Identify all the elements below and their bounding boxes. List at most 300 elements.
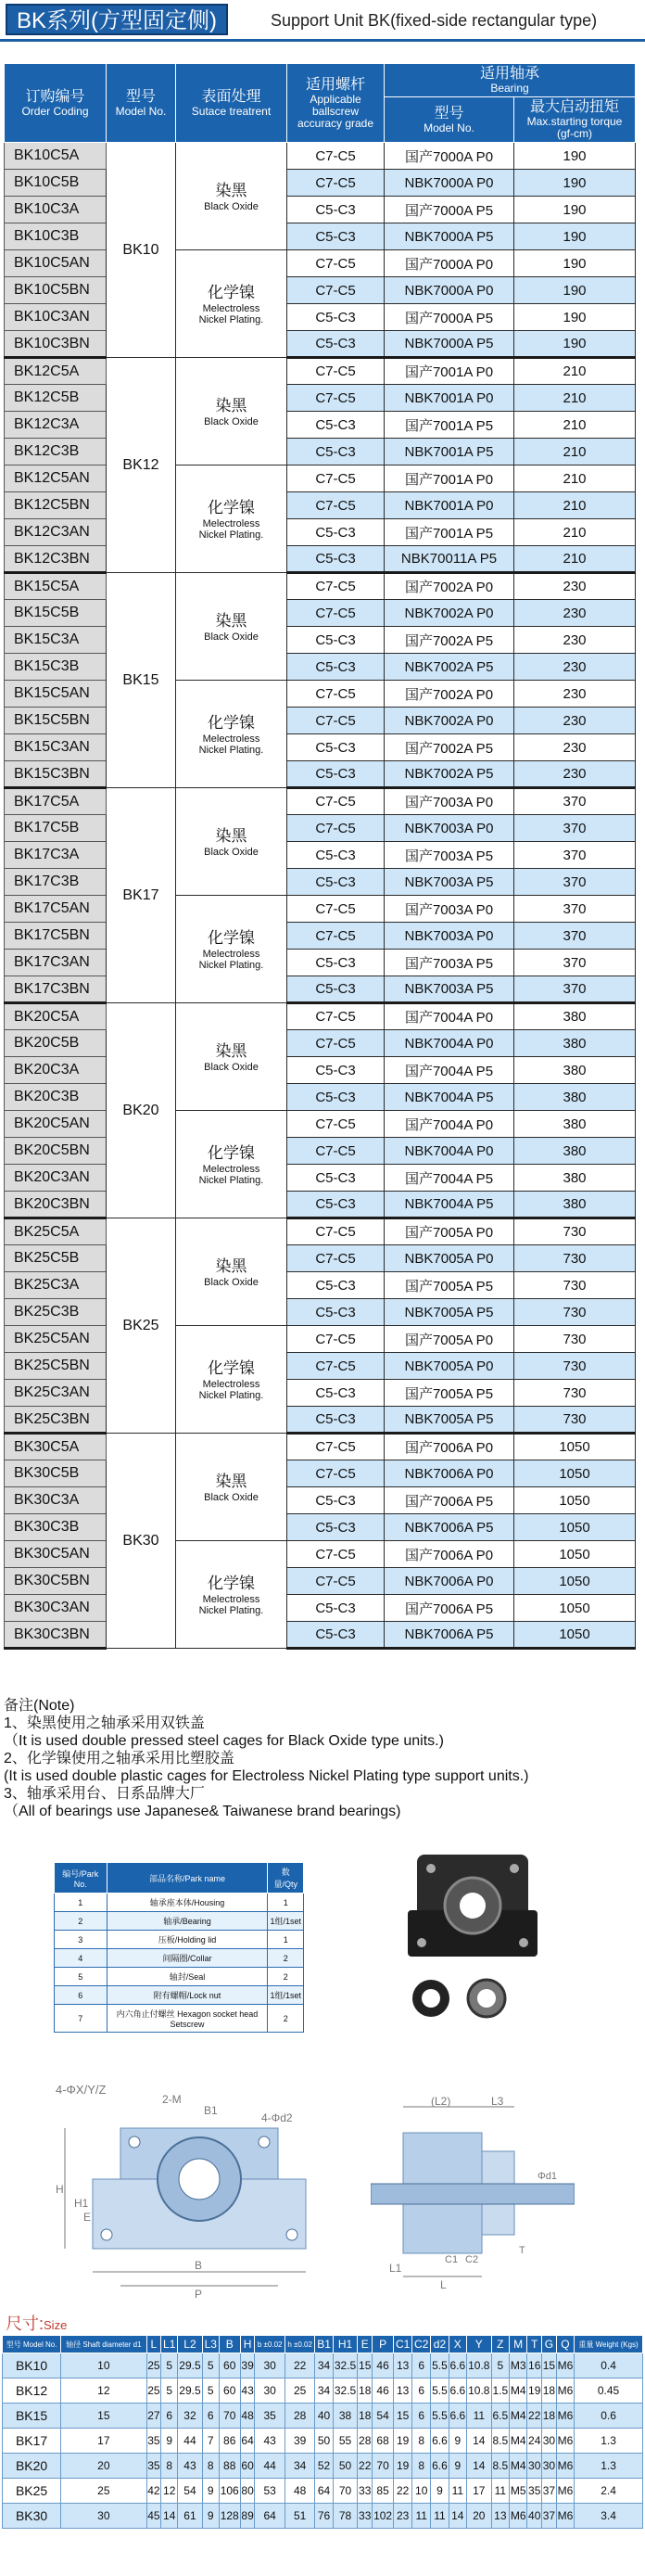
size-row bbox=[3, 2454, 643, 2479]
bearing-cell: NBK7003A P0 bbox=[385, 923, 514, 950]
treatment-nickel-cell: 化学镍 Melectroless Nickel Plating. bbox=[176, 250, 287, 358]
grade-cell: C5-C3 bbox=[287, 1407, 385, 1434]
order-code-cell: BK30C5A bbox=[5, 1434, 107, 1460]
bearing-cell: 国产7000A P0 bbox=[385, 250, 514, 277]
torque-cell: 730 bbox=[514, 1380, 636, 1407]
torque-cell: 1050 bbox=[514, 1622, 636, 1649]
order-code-cell: BK20C3BN bbox=[5, 1192, 107, 1218]
grade-cell: C7-C5 bbox=[287, 1541, 385, 1568]
size-cell: 25 bbox=[285, 2378, 314, 2404]
bearing-cell: 国产7004A P5 bbox=[385, 1057, 514, 1084]
size-row bbox=[3, 2479, 643, 2504]
size-cell: 6.6 bbox=[431, 2429, 449, 2454]
size-cell: 106 bbox=[219, 2479, 240, 2504]
bearing-cell: NBK7004A P5 bbox=[385, 1192, 514, 1218]
torque-cell: 210 bbox=[514, 385, 636, 412]
table-row bbox=[5, 815, 636, 842]
parts-col-qty: 数量/Qty bbox=[268, 1863, 304, 1894]
order-code-cell: BK25C3B bbox=[5, 1299, 107, 1326]
torque-cell: 370 bbox=[514, 842, 636, 869]
grade-cell: C5-C3 bbox=[287, 1057, 385, 1084]
size-cell: 76 bbox=[315, 2504, 333, 2529]
grade-cell: C5-C3 bbox=[287, 412, 385, 439]
model-cell: BK12 bbox=[107, 358, 176, 573]
table-row bbox=[5, 385, 636, 412]
size-cell: 7 bbox=[202, 2429, 219, 2454]
table-row bbox=[5, 1084, 636, 1111]
size-cell: 30 bbox=[542, 2454, 557, 2479]
bearing-cell: 国产7003A P0 bbox=[385, 896, 514, 923]
size-cell: 11 bbox=[449, 2479, 466, 2504]
grade-cell: C5-C3 bbox=[287, 519, 385, 546]
notes-block bbox=[4, 1697, 634, 1820]
size-cell: 9 bbox=[431, 2479, 449, 2504]
parts-table bbox=[54, 1862, 304, 2033]
torque-cell: 380 bbox=[514, 1003, 636, 1030]
size-cell: 6 bbox=[161, 2404, 178, 2429]
torque-cell: 380 bbox=[514, 1138, 636, 1165]
size-row bbox=[3, 2353, 643, 2378]
label-tap: 2-M bbox=[162, 2093, 182, 2106]
size-row bbox=[3, 2504, 643, 2529]
order-code-cell: BK30C3A bbox=[5, 1487, 107, 1514]
model-cell: BK15 bbox=[107, 573, 176, 788]
size-cell: 35 bbox=[527, 2479, 542, 2504]
size-cell: 3.4 bbox=[575, 2504, 643, 2529]
table-row bbox=[5, 197, 636, 223]
grade-cell: C5-C3 bbox=[287, 761, 385, 788]
order-code-cell: BK12C5B bbox=[5, 385, 107, 412]
label-h: H bbox=[56, 2183, 64, 2196]
table-row bbox=[5, 170, 636, 197]
bearing-cell: NBK7005A P0 bbox=[385, 1245, 514, 1272]
torque-cell: 230 bbox=[514, 708, 636, 734]
grade-cell: C5-C3 bbox=[287, 1595, 385, 1622]
size-cell: 1.3 bbox=[575, 2454, 643, 2479]
size-cell: 48 bbox=[285, 2479, 314, 2504]
size-col-header: B bbox=[219, 2336, 240, 2353]
size-table-body bbox=[3, 2353, 643, 2529]
order-code-cell: BK10C5BN bbox=[5, 277, 107, 304]
size-cell: 43 bbox=[240, 2378, 255, 2404]
size-cell: 19 bbox=[394, 2454, 412, 2479]
torque-cell: 730 bbox=[514, 1272, 636, 1299]
table-row bbox=[5, 600, 636, 627]
bearing-cell: NBK7003A P5 bbox=[385, 976, 514, 1003]
label-h1: H1 bbox=[74, 2197, 89, 2210]
order-code-cell: BK10C3BN bbox=[5, 331, 107, 358]
size-col-header: L3 bbox=[202, 2336, 219, 2353]
torque-cell: 190 bbox=[514, 331, 636, 358]
grade-cell: C5-C3 bbox=[287, 976, 385, 1003]
grade-cell: C5-C3 bbox=[287, 1380, 385, 1407]
col-bearing: 适用轴承 Bearing bbox=[385, 64, 636, 97]
bearing-cell: NBK7000A P5 bbox=[385, 331, 514, 358]
size-cell: 64 bbox=[240, 2429, 255, 2454]
size-col-header: 轴径 Shaft diameter d1 bbox=[61, 2336, 146, 2353]
bearing-cell: NBK7000A P5 bbox=[385, 223, 514, 250]
size-cell: 14 bbox=[466, 2429, 491, 2454]
label-l3: L3 bbox=[491, 2096, 504, 2108]
model-cell: BK10 bbox=[107, 143, 176, 358]
table-row bbox=[5, 519, 636, 546]
size-cell: 37 bbox=[542, 2479, 557, 2504]
table-row bbox=[5, 734, 636, 761]
size-cell: 8.5 bbox=[491, 2429, 509, 2454]
series-title: BK系列(方型固定侧) bbox=[6, 4, 228, 35]
size-cell: 16 bbox=[527, 2353, 542, 2378]
parts-cell: 4 bbox=[55, 1949, 108, 1968]
parts-row bbox=[55, 1931, 304, 1949]
size-cell: M5 bbox=[510, 2479, 527, 2504]
torque-cell: 1050 bbox=[514, 1460, 636, 1487]
note-line: （All of bearings use Japanese& Taiwanese brand bearings) bbox=[4, 1804, 401, 1819]
torque-cell: 230 bbox=[514, 573, 636, 600]
bearing-cell: NBK7001A P0 bbox=[385, 492, 514, 519]
table-row bbox=[5, 465, 636, 492]
order-code-cell: BK10C5B bbox=[5, 170, 107, 197]
size-cell: 6 bbox=[412, 2353, 431, 2378]
torque-cell: 190 bbox=[514, 277, 636, 304]
table-row bbox=[5, 1514, 636, 1541]
torque-cell: 230 bbox=[514, 681, 636, 708]
bearing-cell: 国产7003A P0 bbox=[385, 788, 514, 815]
grade-cell: C7-C5 bbox=[287, 1111, 385, 1138]
grade-cell: C5-C3 bbox=[287, 331, 385, 358]
parts-row bbox=[55, 1894, 304, 1912]
treatment-nickel-cell: 化学镍 Melectroless Nickel Plating. bbox=[176, 896, 287, 1003]
size-cell: 39 bbox=[285, 2429, 314, 2454]
size-cell: 24 bbox=[527, 2429, 542, 2454]
parts-cell: 2 bbox=[268, 2005, 304, 2033]
size-cell: 23 bbox=[394, 2504, 412, 2529]
bearing-cell: 国产7006A P5 bbox=[385, 1595, 514, 1622]
grade-cell: C7-C5 bbox=[287, 1434, 385, 1460]
order-code-cell: BK20C5B bbox=[5, 1030, 107, 1057]
treatment-black-cell: 染黑 Black Oxide bbox=[176, 1218, 287, 1326]
bearing-cell: NBK7006A P5 bbox=[385, 1622, 514, 1649]
order-code-cell: BK20C5BN bbox=[5, 1138, 107, 1165]
order-code-cell: BK10C3A bbox=[5, 197, 107, 223]
order-code-cell: BK12C3A bbox=[5, 412, 107, 439]
order-code-cell: BK20C3AN bbox=[5, 1165, 107, 1192]
torque-cell: 190 bbox=[514, 304, 636, 331]
size-cell: BK17 bbox=[3, 2429, 61, 2454]
size-cell: 18 bbox=[358, 2378, 373, 2404]
order-code-cell: BK25C3AN bbox=[5, 1380, 107, 1407]
size-cell: 22 bbox=[394, 2479, 412, 2504]
treatment-nickel-cell: 化学镍 Melectroless Nickel Plating. bbox=[176, 1541, 287, 1649]
size-cell: 53 bbox=[255, 2479, 285, 2504]
label-c2: C2 bbox=[465, 2254, 479, 2265]
size-cell: M4 bbox=[510, 2429, 527, 2454]
table-row bbox=[5, 1299, 636, 1326]
bearing-cell: NBK7006A P0 bbox=[385, 1460, 514, 1487]
torque-cell: 730 bbox=[514, 1299, 636, 1326]
size-cell: 15 bbox=[542, 2353, 557, 2378]
bearing-cell: NBK7002A P0 bbox=[385, 600, 514, 627]
product-photo bbox=[380, 1845, 556, 2031]
size-cell: 46 bbox=[373, 2378, 394, 2404]
table-row bbox=[5, 1434, 636, 1460]
parts-row bbox=[55, 2005, 304, 2033]
torque-cell: 730 bbox=[514, 1353, 636, 1380]
col-ballscrew: 适用螺杆 Applicable ballscrew accuracy grade bbox=[287, 64, 385, 143]
col-torque: 最大启动扭矩 Max.starting torque (gf-cm) bbox=[514, 97, 636, 143]
size-cell: 6.5 bbox=[491, 2404, 509, 2429]
bearing-cell: NBK7004A P0 bbox=[385, 1030, 514, 1057]
treatment-nickel-cell: 化学镍 Melectroless Nickel Plating. bbox=[176, 681, 287, 788]
note-line: （It is used double pressed steel cages for Black Oxide type units.) bbox=[4, 1733, 444, 1749]
order-code-cell: BK30C5BN bbox=[5, 1568, 107, 1595]
order-code-cell: BK12C5A bbox=[5, 358, 107, 385]
size-cell: M6 bbox=[556, 2454, 574, 2479]
table-row bbox=[5, 923, 636, 950]
torque-cell: 730 bbox=[514, 1326, 636, 1353]
bearing-cell: NBK7002A P5 bbox=[385, 654, 514, 681]
order-code-cell: BK30C3BN bbox=[5, 1622, 107, 1649]
size-cell: 30 bbox=[255, 2378, 285, 2404]
size-col-header: B1 bbox=[315, 2336, 333, 2353]
bearing-cell: NBK7003A P0 bbox=[385, 815, 514, 842]
torque-cell: 380 bbox=[514, 1084, 636, 1111]
torque-cell: 1050 bbox=[514, 1568, 636, 1595]
size-cell: 10 bbox=[61, 2353, 146, 2378]
size-cell: 11 bbox=[466, 2404, 491, 2429]
order-coding-table bbox=[4, 63, 636, 1650]
grade-cell: C7-C5 bbox=[287, 708, 385, 734]
bearing-cell: 国产7002A P0 bbox=[385, 573, 514, 600]
bearing-cell: NBK7005A P5 bbox=[385, 1407, 514, 1434]
grade-cell: C5-C3 bbox=[287, 734, 385, 761]
grade-cell: C7-C5 bbox=[287, 923, 385, 950]
order-code-cell: BK30C3B bbox=[5, 1514, 107, 1541]
size-cell: 1.5 bbox=[491, 2378, 509, 2404]
table-row bbox=[5, 331, 636, 358]
series-subtitle: Support Unit BK(fixed-side rectangular type) bbox=[271, 11, 598, 30]
size-col-header: G bbox=[542, 2336, 557, 2353]
order-code-cell: BK15C5AN bbox=[5, 681, 107, 708]
size-cell: 9 bbox=[202, 2504, 219, 2529]
col-model: 型号 Model No. bbox=[107, 64, 176, 143]
order-code-cell: BK15C3AN bbox=[5, 734, 107, 761]
torque-cell: 1050 bbox=[514, 1541, 636, 1568]
grade-cell: C7-C5 bbox=[287, 573, 385, 600]
bearing-cell: NBK7003A P5 bbox=[385, 869, 514, 896]
label-c1: C1 bbox=[445, 2254, 459, 2265]
table-row bbox=[5, 1460, 636, 1487]
bearing-cell: 国产7001A P0 bbox=[385, 358, 514, 385]
size-cell: 30 bbox=[527, 2454, 542, 2479]
size-cell: 32 bbox=[178, 2404, 203, 2429]
bearing-cell: NBK7002A P5 bbox=[385, 761, 514, 788]
bearing-cell: 国产7003A P5 bbox=[385, 842, 514, 869]
size-col-header: Z bbox=[491, 2336, 509, 2353]
order-code-cell: BK25C5BN bbox=[5, 1353, 107, 1380]
table-row bbox=[5, 1218, 636, 1245]
size-cell: 43 bbox=[178, 2454, 203, 2479]
table-row bbox=[5, 492, 636, 519]
bearing-cell: 国产7005A P0 bbox=[385, 1326, 514, 1353]
table-row bbox=[5, 1595, 636, 1622]
parts-body bbox=[55, 1894, 304, 2033]
table-row bbox=[5, 277, 636, 304]
size-cell: 6 bbox=[412, 2404, 431, 2429]
table-row bbox=[5, 1326, 636, 1353]
parts-cell: 2 bbox=[268, 1949, 304, 1968]
bearing-cell: 国产7002A P5 bbox=[385, 734, 514, 761]
size-cell: 6.6 bbox=[449, 2353, 466, 2378]
size-cell: 8 bbox=[161, 2454, 178, 2479]
side-view-drawing bbox=[371, 2096, 575, 2290]
size-cell: 8 bbox=[412, 2429, 431, 2454]
grade-cell: C5-C3 bbox=[287, 1272, 385, 1299]
grade-cell: C5-C3 bbox=[287, 1165, 385, 1192]
size-cell: 8.5 bbox=[491, 2454, 509, 2479]
table-row bbox=[5, 654, 636, 681]
size-cell: BK12 bbox=[3, 2378, 61, 2404]
order-code-cell: BK15C5A bbox=[5, 573, 107, 600]
grade-cell: C5-C3 bbox=[287, 950, 385, 976]
size-cell: 34 bbox=[315, 2378, 333, 2404]
size-cell: BK10 bbox=[3, 2353, 61, 2378]
bearing-cell: 国产7001A P5 bbox=[385, 519, 514, 546]
grade-cell: C5-C3 bbox=[287, 546, 385, 573]
bearing-cell: NBK7006A P5 bbox=[385, 1514, 514, 1541]
col-treatment: 表面处理 Sutace treatrent bbox=[176, 64, 287, 143]
table-row bbox=[5, 1407, 636, 1434]
size-cell: 22 bbox=[285, 2353, 314, 2378]
size-cell: 38 bbox=[333, 2404, 358, 2429]
treatment-black-cell: 染黑 Black Oxide bbox=[176, 1003, 287, 1111]
parts-cell: 7 bbox=[55, 2005, 108, 2033]
front-view-drawing bbox=[56, 2077, 334, 2300]
size-cell: 11 bbox=[412, 2504, 431, 2529]
table-row bbox=[5, 1192, 636, 1218]
grade-cell: C5-C3 bbox=[287, 842, 385, 869]
size-cell: 54 bbox=[373, 2404, 394, 2429]
size-cell: 9 bbox=[202, 2479, 219, 2504]
table-row bbox=[5, 788, 636, 815]
size-cell: M6 bbox=[556, 2378, 574, 2404]
table-row bbox=[5, 1380, 636, 1407]
table-row bbox=[5, 1030, 636, 1057]
torque-cell: 380 bbox=[514, 1057, 636, 1084]
order-code-cell: BK20C3A bbox=[5, 1057, 107, 1084]
size-title: 尺寸:Size bbox=[6, 2315, 68, 2333]
treatment-nickel-cell: 化学镍 Melectroless Nickel Plating. bbox=[176, 1111, 287, 1218]
order-code-cell: BK17C3BN bbox=[5, 976, 107, 1003]
order-coding-body bbox=[5, 143, 636, 1649]
size-cell: 14 bbox=[466, 2454, 491, 2479]
torque-cell: 190 bbox=[514, 143, 636, 170]
size-cell: 5.5 bbox=[431, 2378, 449, 2404]
size-cell: 6.6 bbox=[449, 2378, 466, 2404]
order-code-cell: BK10C3B bbox=[5, 223, 107, 250]
order-code-cell: BK30C5B bbox=[5, 1460, 107, 1487]
size-cell: 45 bbox=[146, 2504, 161, 2529]
parts-col-name: 部品名称/Park name bbox=[107, 1863, 268, 1894]
size-cell: 1.3 bbox=[575, 2429, 643, 2454]
model-cell: BK17 bbox=[107, 788, 176, 1003]
note-line: 备注(Note) bbox=[4, 1698, 75, 1714]
torque-cell: 210 bbox=[514, 492, 636, 519]
order-code-cell: BK12C3B bbox=[5, 439, 107, 465]
size-col-header: C1 bbox=[394, 2336, 412, 2353]
grade-cell: C5-C3 bbox=[287, 1084, 385, 1111]
bearing-cell: NBK7004A P5 bbox=[385, 1084, 514, 1111]
torque-cell: 380 bbox=[514, 1030, 636, 1057]
size-cell: 28 bbox=[285, 2404, 314, 2429]
size-col-header: 型号 Model No. bbox=[3, 2336, 61, 2353]
grade-cell: C5-C3 bbox=[287, 1192, 385, 1218]
torque-cell: 230 bbox=[514, 627, 636, 654]
parts-cell: 1组/1set bbox=[268, 1986, 304, 2005]
size-col-header: L bbox=[146, 2336, 161, 2353]
parts-cell: 6 bbox=[55, 1986, 108, 2005]
grade-cell: C7-C5 bbox=[287, 815, 385, 842]
treatment-black-cell: 染黑 Black Oxide bbox=[176, 573, 287, 681]
bearing-cell: 国产7000A P5 bbox=[385, 304, 514, 331]
size-cell: 19 bbox=[394, 2429, 412, 2454]
size-cell: M4 bbox=[510, 2454, 527, 2479]
grade-cell: C7-C5 bbox=[287, 250, 385, 277]
size-cell: 54 bbox=[178, 2479, 203, 2504]
table-row bbox=[5, 950, 636, 976]
order-code-cell: BK30C5AN bbox=[5, 1541, 107, 1568]
model-cell: BK30 bbox=[107, 1434, 176, 1649]
torque-cell: 1050 bbox=[514, 1434, 636, 1460]
torque-cell: 230 bbox=[514, 600, 636, 627]
treatment-nickel-cell: 化学镍 Melectroless Nickel Plating. bbox=[176, 1326, 287, 1434]
table-row bbox=[5, 1138, 636, 1165]
grade-cell: C7-C5 bbox=[287, 681, 385, 708]
size-cell: 128 bbox=[219, 2504, 240, 2529]
size-row bbox=[3, 2429, 643, 2454]
parts-cell: 轴承/Bearing bbox=[107, 1912, 268, 1931]
size-cell: 64 bbox=[255, 2504, 285, 2529]
size-cell: 5 bbox=[202, 2378, 219, 2404]
size-col-header: Q bbox=[556, 2336, 574, 2353]
treatment-black-cell: 染黑 Black Oxide bbox=[176, 788, 287, 896]
grade-cell: C5-C3 bbox=[287, 304, 385, 331]
col-bearing-model: 型号 Model No. bbox=[385, 97, 514, 143]
size-cell: M6 bbox=[510, 2504, 527, 2529]
bearing-cell: 国产7004A P0 bbox=[385, 1111, 514, 1138]
size-cell: 13 bbox=[491, 2504, 509, 2529]
order-code-cell: BK25C3BN bbox=[5, 1407, 107, 1434]
size-cell: 17 bbox=[61, 2429, 146, 2454]
torque-cell: 190 bbox=[514, 250, 636, 277]
torque-cell: 230 bbox=[514, 761, 636, 788]
size-cell: 30 bbox=[255, 2353, 285, 2378]
size-col-header: d2 bbox=[431, 2336, 449, 2353]
size-cell: 18 bbox=[542, 2378, 557, 2404]
size-cell: 50 bbox=[315, 2429, 333, 2454]
size-cell: 8 bbox=[412, 2454, 431, 2479]
size-cell: 5 bbox=[161, 2378, 178, 2404]
order-code-cell: BK12C3BN bbox=[5, 546, 107, 573]
order-code-cell: BK10C5A bbox=[5, 143, 107, 170]
table-row bbox=[5, 304, 636, 331]
torque-cell: 210 bbox=[514, 358, 636, 385]
size-col-header: L1 bbox=[161, 2336, 178, 2353]
size-cell: 22 bbox=[358, 2454, 373, 2479]
order-code-cell: BK20C5A bbox=[5, 1003, 107, 1030]
grade-cell: C5-C3 bbox=[287, 197, 385, 223]
size-cell: 17 bbox=[466, 2479, 491, 2504]
size-cell: M4 bbox=[510, 2378, 527, 2404]
